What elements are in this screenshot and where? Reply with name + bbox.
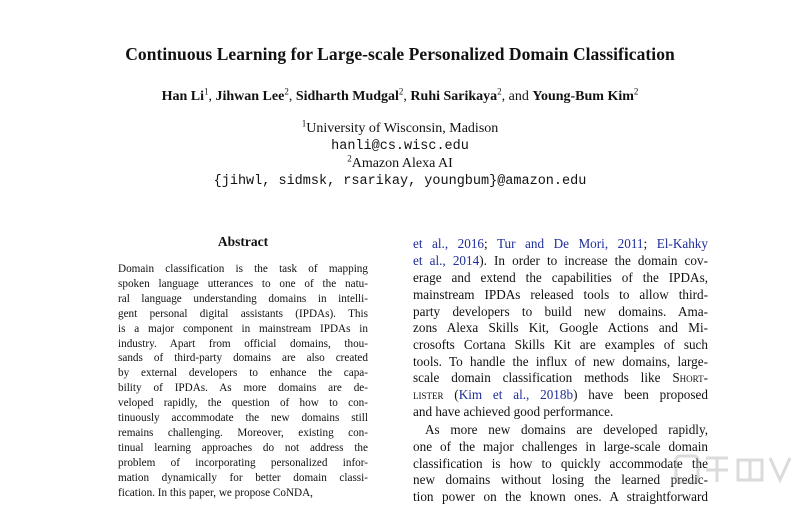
body-line: As more new domains are developed rapidly, [425,422,708,437]
body-line: classification is how to quickly accommodate the [413,455,708,471]
author-affil-mark: 1 [203,86,209,97]
watermark-logo-icon [672,446,797,492]
abstract-line: ral language understanding domains in intelli- [118,292,368,305]
author-name: Han Li [161,89,204,104]
affil-mark: 1 [301,118,307,129]
body-line: zons Alexa Skills Kit, Google Actions and Mi- [413,320,708,336]
body-line [413,387,708,403]
affiliation-2 [0,153,800,172]
citation-link[interactable]: Tur and De Mori, 2011 [496,236,644,251]
abstract-line: veloped rapidly, the question of how to con- [118,397,368,410]
author-separator: , [208,89,216,104]
author-name: Ruhi Sarikaya [410,89,498,104]
abstract-line: gent personal digital assistants (IPDAs). This [118,307,368,320]
method-name: Short- [672,370,708,385]
abstract-heading: Abstract [217,234,269,249]
author-affil-mark: 2 [633,86,639,97]
body-line: mainstream IPDAs released tools to allow third- [413,286,708,302]
abstract-line: bility of IPDAs. As more domains are de- [118,382,368,395]
author-name: Sidharth Mudgal [295,89,399,104]
abstract-line: tinual learning approaches do not address the [118,441,368,454]
affil-name: Amazon Alexa AI [351,156,453,171]
citation-link[interactable]: El-Kahky [656,236,708,251]
body-line: erage and extend the capabilities of the IPDAs, [413,270,708,285]
abstract-line: fication. In this paper, we propose CoNDA, [118,486,313,499]
author-affil-mark: 2 [497,86,502,97]
body-text: ). In order to increase the domain cov- [479,253,708,268]
abstract-line: tinuously accommodate the new domains still [118,412,368,424]
author-separator: , [288,89,296,104]
affiliation-1 [0,118,800,137]
email-2: {jihwl, sidmsk, rsarikay, youngbum}@amazon.edu [213,174,587,189]
citation-separator: ; [643,236,657,251]
abstract-line: is a major component in mainstream IPDAs in [118,322,368,335]
affil-name: University of Wisconsin, Madison [306,121,499,136]
citation-link[interactable]: et al., 2014 [413,253,480,268]
author-affil-mark: 2 [398,86,404,97]
abstract-line: mation dynamically for better domain classi- [118,471,368,484]
body-text: ) have been proposed [573,387,708,402]
method-name: lister [413,387,444,402]
abstract-line: Domain classification is the task of mapping [118,263,368,275]
body-line: and have achieved good performance. [413,404,614,419]
author-separator: , [403,89,411,104]
body-line: one of the major challenges in large-scale domain [413,438,708,454]
author-name: Jihwan Lee [215,89,285,104]
body-line [413,370,708,386]
abstract-line: problem of incorporating personalized infor- [118,456,368,469]
citation-separator: ; [484,236,497,251]
body-line: crosofts Cortana Skills Kit are examples of such [413,337,708,353]
email-1: hanli@cs.wisc.edu [331,139,469,154]
body-line: tools. To handle the influx of new domains, large- [413,354,708,369]
author-affil-mark: 2 [284,86,289,97]
body-line: party developers to build new domains. Ama- [413,303,708,319]
abstract-line: remains challenging. Moreover, existing con- [118,426,368,439]
citation-link[interactable]: et al., 2016 [413,236,485,251]
paper-title: Continuous Learning for Large-scale Personalized Domain Classification [125,44,675,64]
body-text: scale domain classification methods like [413,370,673,385]
body-line [413,236,708,252]
body-text: ( [443,387,459,402]
body-line: new domains without losing the learned predic- [413,472,708,488]
citation-link[interactable]: Kim et al., 2018b [458,387,574,402]
affil-mark: 2 [347,153,352,164]
author-name: Young-Bum Kim [532,89,634,104]
abstract-line: industry. Apart from official domains, thou- [118,337,368,350]
abstract-line: sands of third-party domains are also created [118,352,368,365]
author-list [0,86,800,105]
abstract-line: by external developers to enhance the capa- [118,367,368,380]
body-line: tion power on the known ones. A straightforward [413,489,708,505]
body-line [413,253,708,269]
abstract-line: spoken language utterances to one of the natu- [118,277,368,290]
author-separator: , and [501,89,533,104]
